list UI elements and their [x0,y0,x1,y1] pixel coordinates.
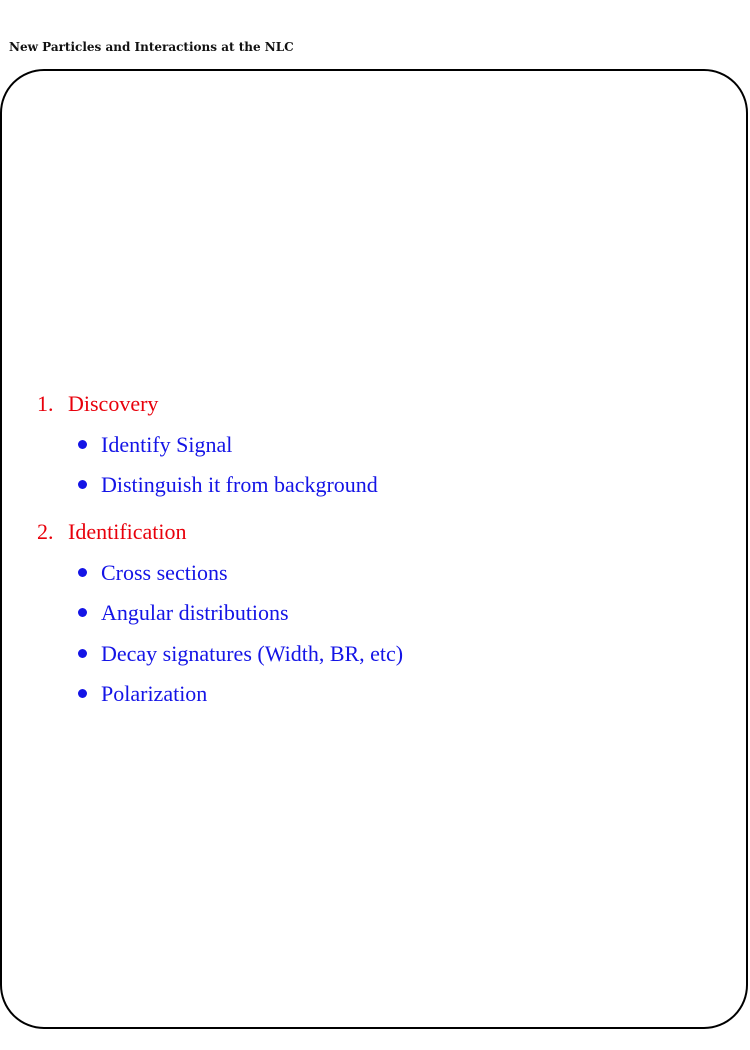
list-item-label: Distinguish it from background [101,472,378,497]
section-number: 1. [37,391,54,416]
bullet-icon [78,608,87,617]
list-item-label: Polarization [101,681,208,706]
bullet-icon [78,689,87,698]
list-item-label: Decay signatures (Width, BR, etc) [101,641,404,666]
outline-section-identification [37,519,187,545]
bullet-icon [78,440,87,449]
list-item-label: Identify Signal [101,432,233,457]
slide-header-title: New Particles and Interactions at the NLC [9,40,294,54]
bullet-icon [78,649,87,658]
section-number: 2. [37,519,54,544]
list-item [78,472,378,498]
list-item [78,681,207,707]
list-item [78,560,228,586]
section-label: Identification [68,519,187,544]
bullet-icon [78,568,87,577]
list-item [78,641,403,667]
outline-section-discovery [37,391,158,417]
list-item [78,432,232,458]
bullet-icon [78,480,87,489]
list-item-label: Angular distributions [101,600,289,625]
list-item [78,600,289,626]
section-label: Discovery [68,391,159,416]
list-item-label: Cross sections [101,560,228,585]
